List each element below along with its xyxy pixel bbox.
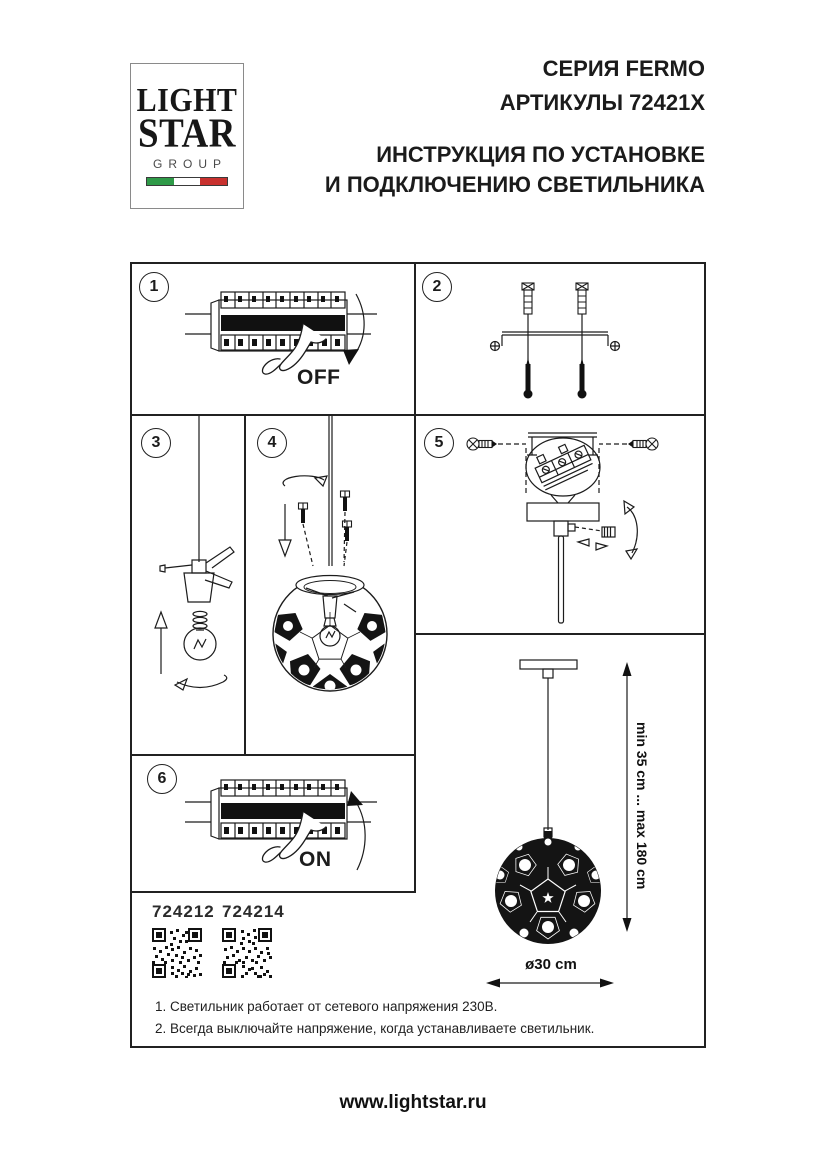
lightstar-logo [130,63,244,209]
bulb-installation-illustration [131,416,245,754]
height-range-label: min 35 cm ... max 180 cm [634,722,650,890]
shade-assembly-illustration [245,416,415,754]
instruction-title-line2: И ПОДКЛЮЧЕНИЮ СВЕТИЛЬНИКА [324,172,705,197]
series-title: СЕРИЯ FERMO [542,56,705,81]
step2-number: 2 [422,272,452,302]
circuit-breaker-on-illustration [160,772,390,887]
qr-code-724212 [152,928,202,978]
step5-number: 5 [424,428,454,458]
diameter-label: ø30 cm [525,956,577,973]
terminal-block-detail [531,437,594,490]
flag-red [200,178,227,185]
flag-white [174,178,201,185]
arrow-left-icon [578,539,589,546]
step6-number: 6 [147,764,177,794]
website-url: www.lightstar.ru [339,1092,487,1113]
italian-flag-stripe [146,177,228,186]
qr-code-724214 [222,928,272,978]
step1-number: 1 [139,272,169,302]
on-label: ON [299,848,332,871]
circuit-breaker-off-illustration [160,280,390,405]
arrow-up-icon [347,791,363,806]
arrow-down-icon [343,349,359,365]
article-code-right: 724214 [222,902,285,921]
logo-word-star: STAR [138,110,236,157]
step4-number: 4 [257,428,287,458]
logo-word-light: LIGHT [136,81,238,119]
dimension-arrow-right-icon [600,979,614,988]
rotate-arrow-icon [175,679,187,690]
off-label: OFF [297,366,341,389]
dimension-arrow-left-icon [486,979,500,988]
step3-number: 3 [141,428,171,458]
dimension-arrow-up-icon [623,662,632,676]
dimension-arrow-down-icon [623,918,632,932]
articles-title: АРТИКУЛЫ 72421X [499,90,705,115]
football-shade [261,576,399,707]
pendant-dimension-drawing [440,650,690,1000]
document-title [325,56,705,198]
canopy-mounting-illustration [415,415,705,634]
rotate-arrow-icon [315,476,327,486]
safety-notes [155,996,594,1040]
instruction-title-line1: ИНСТРУКЦИЯ ПО УСТАНОВКЕ [376,142,705,167]
note-line-1: 1. Светильник работает от сетевого напряжения 230В. [155,999,498,1014]
arrow-right-icon [596,543,607,550]
flag-green [147,178,174,185]
note-line-2: 2. Всегда выключайте напряжение, когда устанавливаете светильник. [155,1021,595,1036]
logo-word-group: GROUP [152,157,227,171]
mounting-bracket-illustration [424,272,696,406]
article-code-left: 724212 [152,902,215,921]
